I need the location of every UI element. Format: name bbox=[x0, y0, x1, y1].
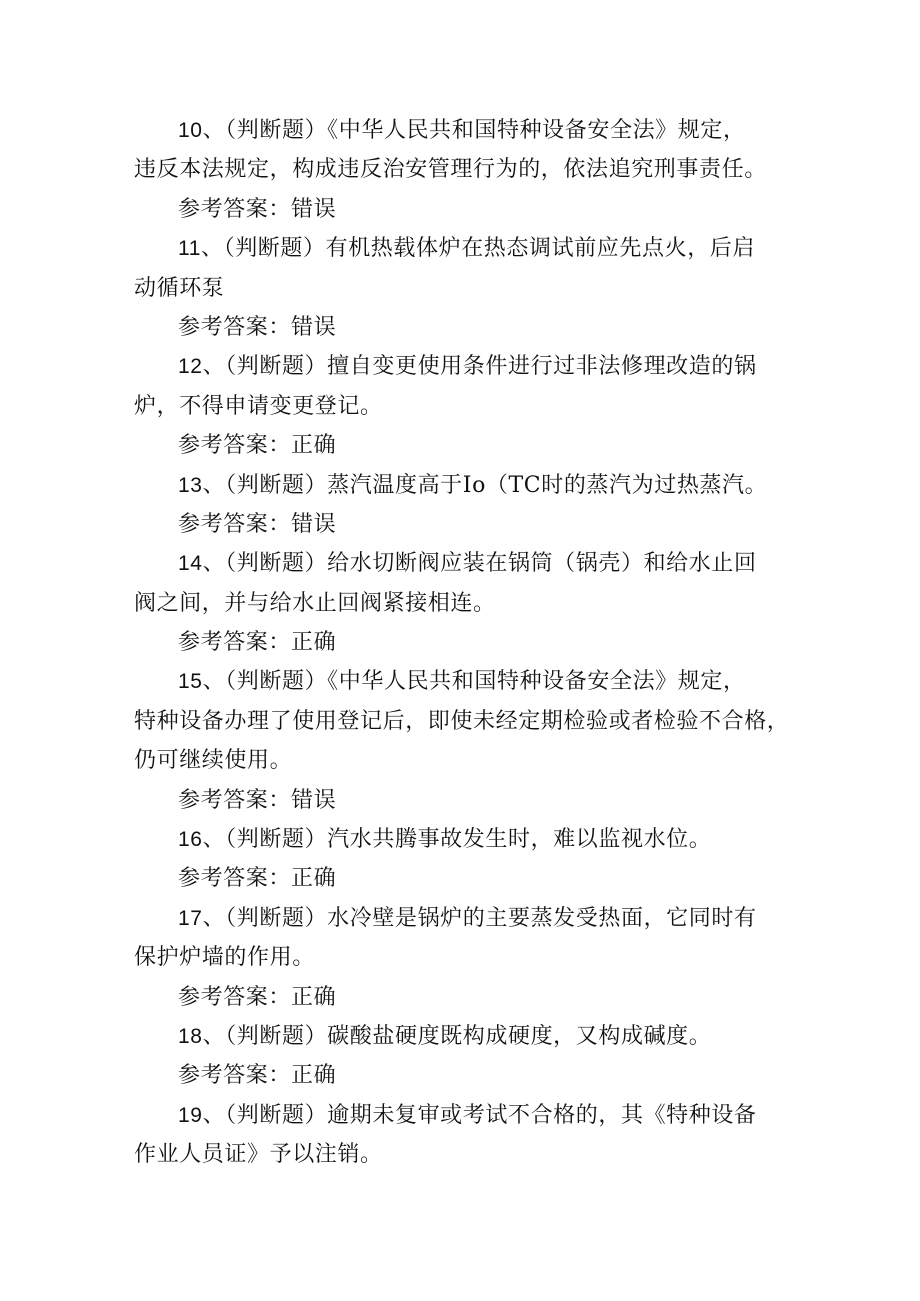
question-text: （判断题）给水切断阀应装在锅筒（锅壳）和给水止回 bbox=[225, 551, 757, 577]
reference-answer: 参考答案：错误 bbox=[178, 511, 337, 537]
question-first-line bbox=[134, 111, 796, 150]
question-number-separator: 、 bbox=[202, 1102, 226, 1128]
question-text: 炉，不得申请变更登记。 bbox=[134, 393, 383, 419]
question-text: （判断题）《中华人民共和国特种设备安全法》规定， bbox=[225, 669, 746, 695]
question-text: （判断题）逾期未复审或考试不合格的，其《特种设备 bbox=[225, 1102, 757, 1128]
question-continuation-line bbox=[134, 702, 796, 741]
question-continuation-line bbox=[134, 387, 796, 426]
question-text: （判断题）水冷壁是锅炉的主要蒸发受热面，它同时有 bbox=[225, 905, 757, 931]
question-number-separator: 、 bbox=[202, 472, 226, 498]
reference-answer: 参考答案：错误 bbox=[178, 787, 337, 813]
question-first-line bbox=[134, 466, 796, 505]
question-item bbox=[134, 347, 796, 465]
question-number: 19 bbox=[178, 1103, 203, 1127]
reference-answer: 参考答案：正确 bbox=[178, 1063, 337, 1089]
reference-answer: 参考答案：正确 bbox=[178, 630, 337, 656]
question-item bbox=[134, 229, 796, 347]
question-text: （判断题）《中华人民共和国特种设备安全法》规定， bbox=[225, 118, 746, 143]
question-number-separator: 、 bbox=[202, 118, 226, 143]
reference-answer: 参考答案：正确 bbox=[178, 433, 337, 459]
question-number-separator: 、 bbox=[201, 236, 224, 262]
question-text: （判断题）有机热载体炉在热态调试前应先点火，后启 bbox=[223, 236, 756, 262]
question-number: 10 bbox=[178, 119, 203, 142]
question-continuation-line bbox=[134, 584, 796, 623]
question-first-line bbox=[134, 1017, 796, 1056]
question-first-line bbox=[134, 229, 796, 268]
question-first-line bbox=[134, 347, 796, 386]
question-first-line bbox=[134, 662, 796, 701]
question-number: 12 bbox=[178, 355, 203, 379]
question-first-line bbox=[134, 1096, 796, 1135]
reference-answer: 参考答案：正确 bbox=[178, 984, 337, 1010]
question-text: 违反本法规定，构成违反治安管理行为的，依法追究刑事责任。 bbox=[134, 157, 767, 183]
question-continuation-line bbox=[134, 150, 796, 189]
question-number-separator: 、 bbox=[202, 905, 226, 931]
question-text: 特种设备办理了使用登记后，即使未经定期检验或者检验不合格， bbox=[134, 708, 790, 734]
question-item bbox=[134, 662, 796, 820]
question-item bbox=[134, 466, 796, 545]
question-continuation-line bbox=[134, 269, 796, 308]
question-list bbox=[134, 111, 796, 1175]
question-text: 保护炉墙的作用。 bbox=[134, 945, 315, 971]
question-first-line bbox=[134, 820, 796, 859]
question-item bbox=[134, 1017, 796, 1096]
question-text: 动循环泵 bbox=[134, 275, 225, 301]
reference-answer: 参考答案：错误 bbox=[178, 196, 337, 222]
question-item bbox=[134, 111, 796, 229]
question-number-separator: 、 bbox=[202, 1023, 226, 1049]
question-number: 16 bbox=[178, 828, 203, 852]
question-number-separator: 、 bbox=[202, 354, 226, 380]
question-text: （判断题）蒸汽温度高于Io（TC时的蒸汽为过热蒸汽。 bbox=[225, 472, 768, 498]
question-number: 18 bbox=[178, 1024, 203, 1048]
question-text: 作业人员证》予以注销。 bbox=[134, 1142, 383, 1168]
question-first-line bbox=[134, 544, 796, 583]
question-text: （判断题）汽水共腾事故发生时，难以监视水位。 bbox=[225, 827, 712, 853]
reference-answer: 参考答案：错误 bbox=[178, 314, 337, 340]
question-number: 14 bbox=[178, 552, 203, 576]
question-text: （判断题）擅自变更使用条件进行过非法修理改造的锅 bbox=[225, 354, 757, 380]
question-number-separator: 、 bbox=[202, 551, 226, 577]
question-text: （判断题）碳酸盐硬度既构成硬度，又构成碱度。 bbox=[225, 1023, 712, 1049]
question-continuation-line bbox=[134, 741, 796, 780]
question-item bbox=[134, 544, 796, 662]
question-continuation-line bbox=[134, 938, 796, 977]
reference-answer: 参考答案：正确 bbox=[178, 866, 337, 892]
question-number-separator: 、 bbox=[202, 669, 226, 695]
question-number: 13 bbox=[178, 473, 203, 497]
question-number: 15 bbox=[178, 670, 203, 694]
question-item bbox=[134, 820, 796, 899]
question-item bbox=[134, 1096, 796, 1175]
question-first-line bbox=[134, 899, 796, 938]
question-text: 阀之间，并与给水止回阀紧接相连。 bbox=[134, 590, 496, 616]
question-item bbox=[134, 899, 796, 1017]
question-number-separator: 、 bbox=[202, 827, 226, 853]
question-number: 11 bbox=[178, 237, 201, 261]
question-continuation-line bbox=[134, 1135, 796, 1174]
question-text: 仍可继续使用。 bbox=[134, 748, 293, 774]
question-number: 17 bbox=[178, 906, 203, 930]
